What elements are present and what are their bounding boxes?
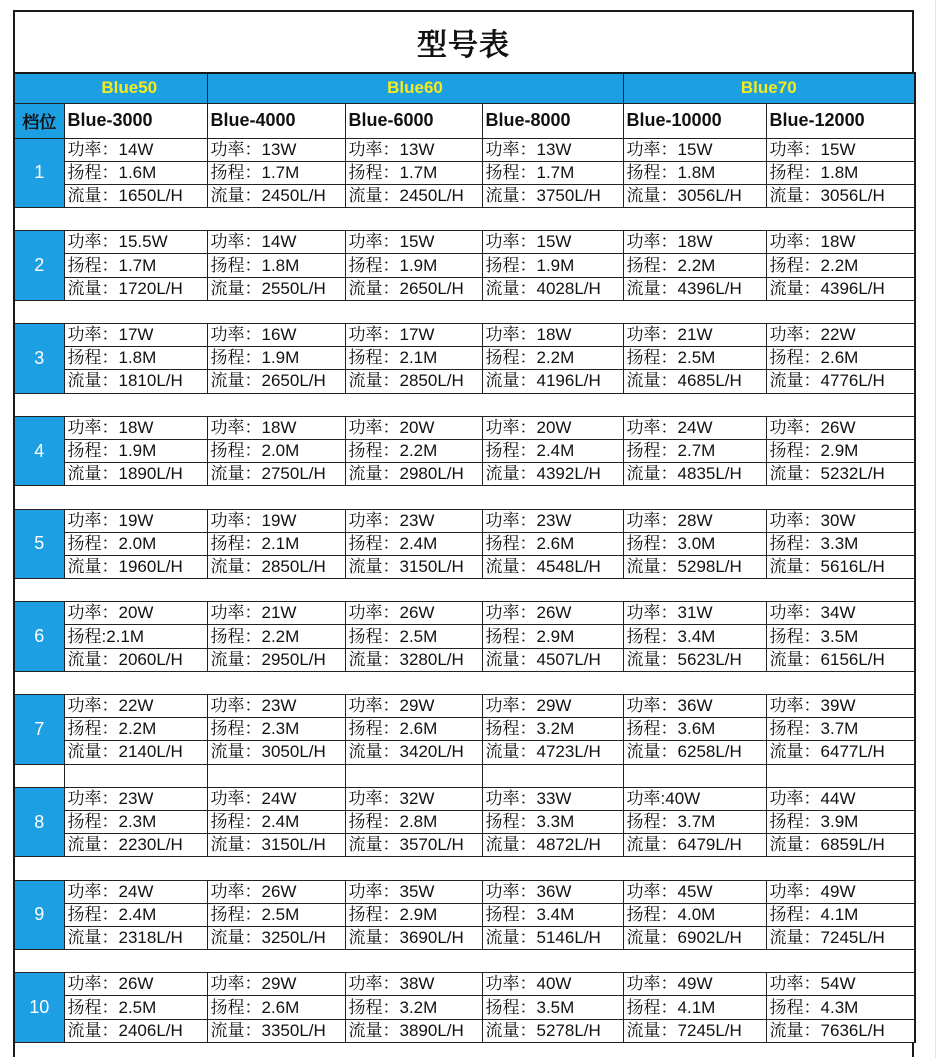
head-value: 扬程：1.9M: [64, 439, 207, 462]
power-value: 功率：32W: [345, 787, 482, 810]
gear-5-row: [14, 532, 915, 555]
flow-value: 流量：4776L/H: [766, 370, 915, 393]
flow-value: 流量：1650L/H: [64, 184, 207, 207]
power-value: 功率：49W: [766, 880, 915, 903]
gear-separator-row: [14, 300, 915, 323]
power-value: 功率：20W: [64, 602, 207, 625]
flow-value: 流量：4396L/H: [766, 277, 915, 300]
power-value: 功率：18W: [207, 416, 345, 439]
head-value: 扬程：1.8M: [766, 161, 915, 184]
separator-cell: [14, 300, 915, 323]
head-value: 扬程：1.7M: [64, 254, 207, 277]
power-value: 功率:40W: [623, 787, 766, 810]
flow-value: 流量：6477L/H: [766, 741, 915, 764]
power-value: 功率：17W: [64, 324, 207, 347]
head-value: 扬程：1.7M: [482, 161, 623, 184]
power-value: 功率：31W: [623, 602, 766, 625]
series-header-blue60: Blue60: [207, 73, 623, 103]
power-value: 功率：17W: [345, 324, 482, 347]
flow-value: 流量：2450L/H: [207, 184, 345, 207]
flow-value: 流量：3570L/H: [345, 834, 482, 857]
head-value: 扬程：2.5M: [345, 625, 482, 648]
head-value: 扬程：2.2M: [345, 439, 482, 462]
power-value: 功率：38W: [345, 973, 482, 996]
flow-value: 流量：4507L/H: [482, 648, 623, 671]
power-value: 功率：29W: [482, 695, 623, 718]
power-value: 功率：39W: [766, 695, 915, 718]
power-value: 功率：49W: [623, 973, 766, 996]
head-value: 扬程：4.3M: [766, 996, 915, 1019]
gear-1-row: [14, 184, 915, 207]
head-value: 扬程：2.3M: [207, 718, 345, 741]
gear-3-row: [14, 370, 915, 393]
power-value: 功率：13W: [207, 138, 345, 161]
head-value: 扬程：2.2M: [623, 254, 766, 277]
power-value: 功率：21W: [623, 324, 766, 347]
power-value: 功率：24W: [64, 880, 207, 903]
power-value: 功率：26W: [345, 602, 482, 625]
power-value: 功率：18W: [623, 231, 766, 254]
head-value: 扬程：2.4M: [345, 532, 482, 555]
gear-9-row: [14, 903, 915, 926]
power-value: 功率：15W: [766, 138, 915, 161]
gear-number: 8: [14, 787, 64, 857]
power-value: 功率：16W: [207, 324, 345, 347]
head-value: 扬程：1.8M: [207, 254, 345, 277]
gear-10-row: [14, 996, 915, 1019]
flow-value: 流量：4723L/H: [482, 741, 623, 764]
gear-10-row: [14, 973, 915, 996]
flow-value: 流量：3050L/H: [207, 741, 345, 764]
gear-separator-row: [14, 393, 915, 416]
head-value: 扬程：3.4M: [623, 625, 766, 648]
separator-cell: [766, 764, 915, 787]
power-value: 功率：26W: [482, 602, 623, 625]
flow-value: 流量：4396L/H: [623, 277, 766, 300]
model-header-blue-12000: Blue-12000: [766, 103, 915, 138]
flow-value: 流量：1720L/H: [64, 277, 207, 300]
head-value: 扬程：3.3M: [482, 810, 623, 833]
head-value: 扬程：3.6M: [623, 718, 766, 741]
flow-value: 流量：3056L/H: [623, 184, 766, 207]
gear-7-row: [14, 741, 915, 764]
flow-value: 流量：2950L/H: [207, 648, 345, 671]
flow-value: 流量：5623L/H: [623, 648, 766, 671]
head-value: 扬程:2.1M: [64, 625, 207, 648]
power-value: 功率：13W: [482, 138, 623, 161]
flow-value: 流量：3150L/H: [207, 834, 345, 857]
separator-cell: [207, 764, 345, 787]
power-value: 功率：34W: [766, 602, 915, 625]
gear-number: 2: [14, 231, 64, 301]
gear-4-row: [14, 416, 915, 439]
head-value: 扬程：3.7M: [623, 810, 766, 833]
power-value: 功率：19W: [207, 509, 345, 532]
head-value: 扬程：2.8M: [345, 810, 482, 833]
head-value: 扬程：3.3M: [766, 532, 915, 555]
flow-value: 流量：2060L/H: [64, 648, 207, 671]
head-value: 扬程：2.1M: [207, 532, 345, 555]
gear-5-row: [14, 555, 915, 578]
head-value: 扬程：2.9M: [345, 903, 482, 926]
power-value: 功率：54W: [766, 973, 915, 996]
power-value: 功率：40W: [482, 973, 623, 996]
flow-value: 流量：5616L/H: [766, 555, 915, 578]
flow-value: 流量：2850L/H: [207, 555, 345, 578]
gear-2-row: [14, 231, 915, 254]
head-value: 扬程：2.5M: [207, 903, 345, 926]
flow-value: 流量：6859L/H: [766, 834, 915, 857]
head-value: 扬程：3.9M: [766, 810, 915, 833]
power-value: 功率：23W: [64, 787, 207, 810]
head-value: 扬程：3.2M: [482, 718, 623, 741]
head-value: 扬程：2.2M: [207, 625, 345, 648]
flow-value: 流量：2230L/H: [64, 834, 207, 857]
gear-8-row: [14, 834, 915, 857]
gear-9-row: [14, 880, 915, 903]
power-value: 功率：24W: [623, 416, 766, 439]
power-value: 功率：13W: [345, 138, 482, 161]
power-value: 功率：15W: [623, 138, 766, 161]
head-value: 扬程：1.8M: [64, 347, 207, 370]
gear-separator-row: [14, 857, 915, 880]
gear-number: 4: [14, 416, 64, 486]
gear-1-row: [14, 161, 915, 184]
power-value: 功率：20W: [345, 416, 482, 439]
power-value: 功率：14W: [64, 138, 207, 161]
power-value: 功率：18W: [64, 416, 207, 439]
head-value: 扬程：1.7M: [207, 161, 345, 184]
head-value: 扬程：3.2M: [345, 996, 482, 1019]
flow-value: 流量：5278L/H: [482, 1019, 623, 1042]
separator-cell: [14, 579, 915, 602]
head-value: 扬程：1.9M: [345, 254, 482, 277]
model-header-blue-8000: Blue-8000: [482, 103, 623, 138]
power-value: 功率：23W: [345, 509, 482, 532]
head-value: 扬程：2.3M: [64, 810, 207, 833]
power-value: 功率：36W: [482, 880, 623, 903]
flow-value: 流量：4685L/H: [623, 370, 766, 393]
model-header-blue-10000: Blue-10000: [623, 103, 766, 138]
gear-5-row: [14, 509, 915, 532]
flow-value: 流量：4872L/H: [482, 834, 623, 857]
power-value: 功率：22W: [766, 324, 915, 347]
separator-cell: [14, 671, 915, 694]
gear-3-row: [14, 324, 915, 347]
head-value: 扬程：2.0M: [207, 439, 345, 462]
gear-separator-row: [14, 671, 915, 694]
power-value: 功率：14W: [207, 231, 345, 254]
flow-value: 流量：6902L/H: [623, 926, 766, 949]
gear-number: 5: [14, 509, 64, 579]
separator-cell: [623, 764, 766, 787]
gear-number: 3: [14, 324, 64, 394]
flow-value: 流量：1810L/H: [64, 370, 207, 393]
model-header-row: [14, 103, 915, 138]
model-header-blue-3000: Blue-3000: [64, 103, 207, 138]
flow-value: 流量：7636L/H: [766, 1019, 915, 1042]
gear-8-row: [14, 787, 915, 810]
separator-cell: [14, 393, 915, 416]
power-value: 功率：29W: [207, 973, 345, 996]
gear-number: 7: [14, 695, 64, 765]
power-value: 功率：18W: [766, 231, 915, 254]
flow-value: 流量：2450L/H: [345, 184, 482, 207]
power-value: 功率：15W: [345, 231, 482, 254]
flow-value: 流量：2750L/H: [207, 463, 345, 486]
flow-value: 流量：2850L/H: [345, 370, 482, 393]
gear-column-header: 档位: [14, 103, 64, 138]
head-value: 扬程：4.0M: [623, 903, 766, 926]
flow-value: 流量：4835L/H: [623, 463, 766, 486]
power-value: 功率：26W: [207, 880, 345, 903]
head-value: 扬程：1.9M: [482, 254, 623, 277]
flow-value: 流量：2318L/H: [64, 926, 207, 949]
head-value: 扬程：2.4M: [64, 903, 207, 926]
separator-cell: [14, 486, 915, 509]
gear-2-row: [14, 277, 915, 300]
flow-value: 流量：3420L/H: [345, 741, 482, 764]
gear-4-row: [14, 463, 915, 486]
head-value: 扬程：2.9M: [482, 625, 623, 648]
head-value: 扬程：1.7M: [345, 161, 482, 184]
flow-value: 流量：4196L/H: [482, 370, 623, 393]
gear-10-row: [14, 1019, 915, 1042]
gear-7-row: [14, 695, 915, 718]
power-value: 功率：22W: [64, 695, 207, 718]
flow-value: 流量：6156L/H: [766, 648, 915, 671]
series-header-blue70: Blue70: [623, 73, 915, 103]
power-value: 功率：23W: [207, 695, 345, 718]
head-value: 扬程：2.4M: [482, 439, 623, 462]
page-edge-line: [935, 0, 936, 1058]
head-value: 扬程：1.8M: [623, 161, 766, 184]
head-value: 扬程：2.5M: [623, 347, 766, 370]
power-value: 功率：18W: [482, 324, 623, 347]
head-value: 扬程：3.4M: [482, 903, 623, 926]
flow-value: 流量：2650L/H: [207, 370, 345, 393]
head-value: 扬程：2.4M: [207, 810, 345, 833]
gear-separator-row: [14, 486, 915, 509]
separator-cell: [14, 764, 64, 787]
model-header-blue-4000: Blue-4000: [207, 103, 345, 138]
series-header-row: [14, 73, 915, 103]
flow-value: 流量：2140L/H: [64, 741, 207, 764]
power-value: 功率：30W: [766, 509, 915, 532]
power-value: 功率：15.5W: [64, 231, 207, 254]
gear-number: 6: [14, 602, 64, 672]
flow-value: 流量：3150L/H: [345, 555, 482, 578]
power-value: 功率：26W: [766, 416, 915, 439]
flow-value: 流量：2980L/H: [345, 463, 482, 486]
gear-separator-row: [14, 764, 915, 787]
head-value: 扬程：2.5M: [64, 996, 207, 1019]
gear-number: 9: [14, 880, 64, 950]
gear-3-row: [14, 347, 915, 370]
head-value: 扬程：4.1M: [766, 903, 915, 926]
gear-6-row: [14, 648, 915, 671]
head-value: 扬程：2.6M: [207, 996, 345, 1019]
model-table: [13, 72, 916, 1043]
page-title: 型号表: [13, 10, 914, 72]
flow-value: 流量：7245L/H: [623, 1019, 766, 1042]
flow-value: 流量：3056L/H: [766, 184, 915, 207]
flow-value: 流量：1890L/H: [64, 463, 207, 486]
head-value: 扬程：3.0M: [623, 532, 766, 555]
head-value: 扬程：2.6M: [345, 718, 482, 741]
gear-separator-row: [14, 208, 915, 231]
flow-value: 流量：3690L/H: [345, 926, 482, 949]
head-value: 扬程：2.2M: [766, 254, 915, 277]
gear-8-row: [14, 810, 915, 833]
power-value: 功率：33W: [482, 787, 623, 810]
gear-separator-row: [14, 579, 915, 602]
gear-1-row: [14, 138, 915, 161]
power-value: 功率：44W: [766, 787, 915, 810]
power-value: 功率：24W: [207, 787, 345, 810]
gear-9-row: [14, 926, 915, 949]
separator-cell: [345, 764, 482, 787]
power-value: 功率：15W: [482, 231, 623, 254]
flow-value: 流量：3750L/H: [482, 184, 623, 207]
flow-value: 流量：5232L/H: [766, 463, 915, 486]
power-value: 功率：20W: [482, 416, 623, 439]
power-value: 功率：28W: [623, 509, 766, 532]
head-value: 扬程：2.1M: [345, 347, 482, 370]
model-header-blue-6000: Blue-6000: [345, 103, 482, 138]
flow-value: 流量：3250L/H: [207, 926, 345, 949]
flow-value: 流量：4028L/H: [482, 277, 623, 300]
gear-number: 10: [14, 973, 64, 1043]
head-value: 扬程：3.5M: [766, 625, 915, 648]
flow-value: 流量：4392L/H: [482, 463, 623, 486]
power-value: 功率：19W: [64, 509, 207, 532]
head-value: 扬程：2.7M: [623, 439, 766, 462]
head-value: 扬程：2.0M: [64, 532, 207, 555]
power-value: 功率：35W: [345, 880, 482, 903]
head-value: 扬程：4.1M: [623, 996, 766, 1019]
flow-value: 流量：3280L/H: [345, 648, 482, 671]
head-value: 扬程：2.6M: [766, 347, 915, 370]
head-value: 扬程：2.6M: [482, 532, 623, 555]
flow-value: 流量：3890L/H: [345, 1019, 482, 1042]
head-value: 扬程：3.7M: [766, 718, 915, 741]
power-value: 功率：29W: [345, 695, 482, 718]
gear-6-row: [14, 625, 915, 648]
flow-value: 流量：3350L/H: [207, 1019, 345, 1042]
power-value: 功率：21W: [207, 602, 345, 625]
flow-value: 流量：7245L/H: [766, 926, 915, 949]
power-value: 功率：36W: [623, 695, 766, 718]
separator-cell: [14, 857, 915, 880]
flow-value: 流量：5146L/H: [482, 926, 623, 949]
head-value: 扬程：1.6M: [64, 161, 207, 184]
head-value: 扬程：2.2M: [482, 347, 623, 370]
power-value: 功率：23W: [482, 509, 623, 532]
gear-7-row: [14, 718, 915, 741]
gear-rows: [14, 138, 915, 1042]
gear-2-row: [14, 254, 915, 277]
gear-number: 1: [14, 138, 64, 208]
series-header-blue50: Blue50: [14, 73, 207, 103]
power-value: 功率：45W: [623, 880, 766, 903]
separator-cell: [64, 764, 207, 787]
separator-cell: [14, 950, 915, 973]
flow-value: 流量：2650L/H: [345, 277, 482, 300]
flow-value: 流量：2406L/H: [64, 1019, 207, 1042]
flow-value: 流量：6258L/H: [623, 741, 766, 764]
spec-sheet: [13, 10, 914, 1057]
flow-value: 流量：2550L/H: [207, 277, 345, 300]
flow-value: 流量：1960L/H: [64, 555, 207, 578]
separator-cell: [482, 764, 623, 787]
gear-4-row: [14, 439, 915, 462]
head-value: 扬程：2.2M: [64, 718, 207, 741]
power-value: 功率：26W: [64, 973, 207, 996]
sheet-bottom-margin: [13, 1043, 914, 1057]
head-value: 扬程：3.5M: [482, 996, 623, 1019]
head-value: 扬程：1.9M: [207, 347, 345, 370]
separator-cell: [14, 208, 915, 231]
head-value: 扬程：2.9M: [766, 439, 915, 462]
flow-value: 流量：4548L/H: [482, 555, 623, 578]
flow-value: 流量：6479L/H: [623, 834, 766, 857]
gear-6-row: [14, 602, 915, 625]
flow-value: 流量：5298L/H: [623, 555, 766, 578]
gear-separator-row: [14, 950, 915, 973]
